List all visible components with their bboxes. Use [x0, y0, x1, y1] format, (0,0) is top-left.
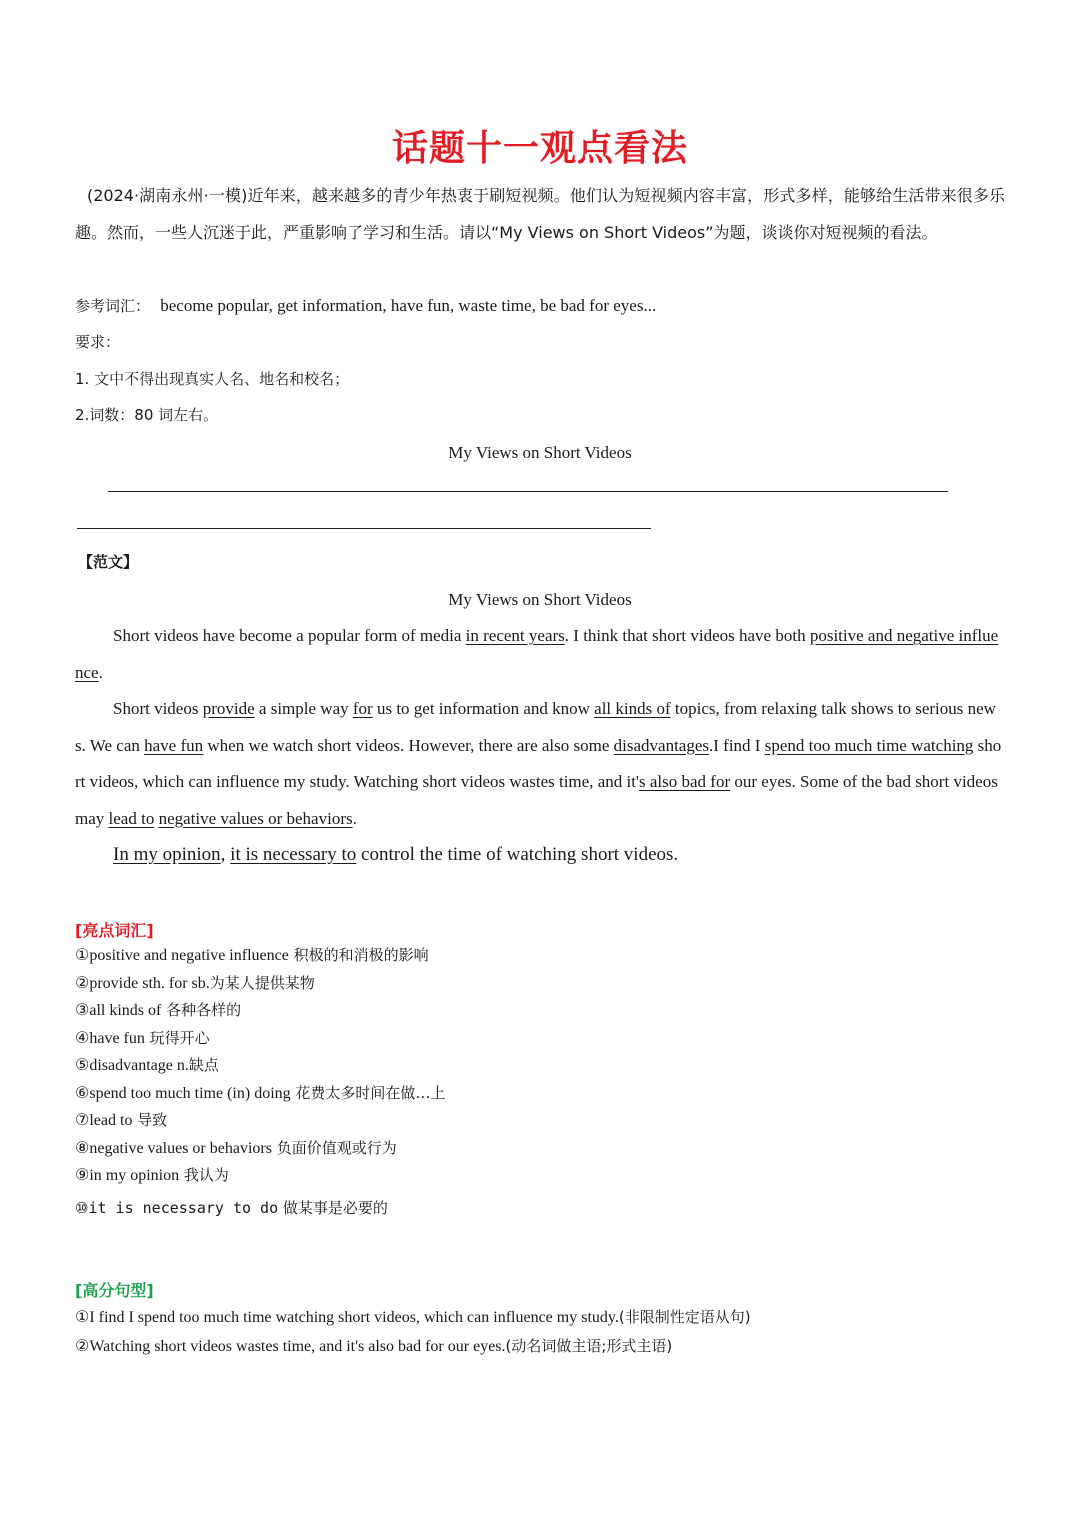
sentence-number: ②	[75, 1338, 90, 1355]
vocab-item	[75, 1052, 445, 1080]
underlined-phrase: lead to	[108, 808, 155, 828]
essay-paragraph-3	[75, 837, 1005, 874]
sentence-number: ①	[75, 1309, 90, 1326]
sentence-note: (动名词做主语;形式主语)	[505, 1337, 673, 1355]
vocab-english: all kinds of	[89, 1002, 162, 1019]
underlined-phrase: have fun	[144, 735, 204, 755]
vocab-number: ⑥	[75, 1084, 90, 1102]
vocab-chinese: 各种各样的	[161, 1001, 242, 1019]
underlined-phrase: for	[352, 699, 373, 718]
vocab-item	[75, 1025, 445, 1053]
vocab-number: ⑨	[75, 1167, 90, 1184]
vocab-item	[75, 997, 445, 1025]
vocab-number: ⑦	[75, 1112, 90, 1129]
vocab-number: ⑤	[75, 1057, 90, 1074]
vocab-english: lead to	[89, 1112, 133, 1129]
sentence-note: (非限制性定语从句)	[618, 1308, 751, 1326]
essay-text: Short videos have become a popular form of media	[113, 626, 466, 645]
vocab-label: [亮点词汇]	[75, 921, 154, 940]
essay-text: short videos, which can influence my study. Watching short videos wastes time, and it'	[75, 735, 1002, 791]
essay-title: My Views on Short Videos	[448, 443, 632, 462]
underlined-phrase: positive and negative influence	[75, 626, 999, 682]
underlined-phrase: negative values or behaviors	[158, 808, 353, 828]
sentence-item	[75, 1303, 751, 1332]
underlined-phrase: disadvantages	[613, 735, 710, 755]
essay-text: when we watch short videos. However, there are also some	[203, 735, 614, 755]
vocab-number: ⑧	[75, 1139, 90, 1157]
sample-essay	[75, 618, 1005, 874]
essay-paragraph-1	[75, 618, 1005, 691]
essay-text: .I find I	[709, 735, 765, 755]
requirement-2: 2.词数：80 词左右。	[75, 406, 219, 424]
essay-paragraph-2	[75, 691, 1005, 837]
requirement-1: 1. 文中不得出现真实人名、地名和校名；	[75, 370, 350, 388]
vocab-item	[75, 970, 445, 998]
vocab-english: spend too much time (in) doing	[89, 1084, 291, 1102]
essay-text: topics, from relaxing talk shows to serious news. We can	[75, 699, 996, 755]
vocab-english: disadvantage n.	[89, 1057, 189, 1074]
reference-label: 参考词汇：	[75, 297, 151, 315]
vocab-number: ⑩	[75, 1198, 89, 1217]
underlined-phrase: provide	[202, 699, 255, 718]
vocab-chinese: 缺点	[188, 1056, 219, 1074]
vocab-list	[75, 942, 445, 1226]
underlined-phrase: In my opinion	[113, 844, 221, 865]
vocab-chinese: 玩得开心	[144, 1028, 210, 1047]
vocab-chinese: 花费太多时间在做…上	[290, 1083, 446, 1102]
essay-text: . I think that short videos have both	[564, 626, 810, 645]
vocab-item	[75, 1080, 445, 1108]
underlined-phrase: spend too much time watching	[764, 735, 974, 755]
vocab-item	[75, 1162, 445, 1190]
vocab-chinese: 做某事是必要的	[278, 1198, 388, 1217]
essay-text: Short videos	[113, 699, 203, 718]
reference-words-line	[75, 295, 656, 317]
underlined-phrase: it is necessary to	[230, 844, 357, 865]
requirements-label: 要求：	[75, 333, 121, 351]
vocab-chinese: 我认为	[179, 1166, 229, 1184]
essay-text: ,	[220, 844, 231, 865]
vocab-english: negative values or behaviors	[89, 1139, 272, 1157]
vocab-english: positive and negative influence	[89, 947, 289, 964]
vocab-chinese: 积极的和消极的影响	[288, 946, 429, 964]
writing-line-1	[108, 491, 948, 492]
essay-text: control the time of watching short videos.	[356, 844, 679, 865]
essay-text: us to get information and know	[372, 699, 595, 718]
prompt-text: (2024·湖南永州·一模)近年来，越来越多的青少年热衷于刷短视频。他们认为短视频内容丰富，形式多样，能够给生活带来很多乐趣。然而，一些人沉迷于此，严重影响了学习和生活。请以“My Views on Short Videos”为题，谈谈你对短视频的看法。	[75, 186, 1005, 242]
sentence-english: I find I spend too much time watching short videos, which can influence my study.	[89, 1309, 619, 1326]
vocab-chinese: 导致	[132, 1111, 168, 1129]
writing-line-2	[77, 528, 651, 529]
vocab-number: ④	[75, 1029, 90, 1047]
essay-text: .	[98, 662, 103, 682]
vocab-number: ②	[75, 974, 90, 992]
sentence-label: [高分句型]	[75, 1281, 154, 1300]
sentence-list	[75, 1303, 751, 1361]
sentence-english: Watching short videos wastes time, and it's also bad for our eyes.	[89, 1338, 506, 1355]
vocab-english: in my opinion	[89, 1167, 180, 1184]
vocab-item	[75, 942, 445, 970]
sample-title: My Views on Short Videos	[448, 590, 632, 609]
essay-text: a simple way	[254, 699, 353, 718]
vocab-english: provide sth. for sb.	[89, 974, 210, 992]
sample-label: 【范文】	[78, 553, 139, 571]
vocab-item	[75, 1107, 445, 1135]
vocab-chinese: 负面价值观或行为	[271, 1138, 397, 1157]
vocab-number: ③	[75, 1002, 90, 1019]
reference-words: become popular, get information, have fun, waste time, be bad for eyes...	[160, 296, 657, 315]
vocab-item	[75, 1190, 445, 1226]
vocab-english: have fun	[89, 1029, 145, 1047]
vocab-english: it is necessary to do	[88, 1198, 279, 1217]
essay-text: .	[352, 808, 357, 828]
page-title: 话题十一观点看法	[391, 128, 688, 169]
underlined-phrase: s also bad for	[639, 772, 731, 791]
essay-text: our eyes. Some of the bad short videos may	[75, 772, 998, 828]
sentence-item	[75, 1332, 751, 1361]
vocab-number: ①	[75, 947, 90, 964]
vocab-item	[75, 1135, 445, 1163]
underlined-phrase: in recent years	[465, 626, 565, 645]
vocab-chinese: 为某人提供某物	[209, 973, 315, 992]
underlined-phrase: all kinds of	[594, 699, 671, 718]
